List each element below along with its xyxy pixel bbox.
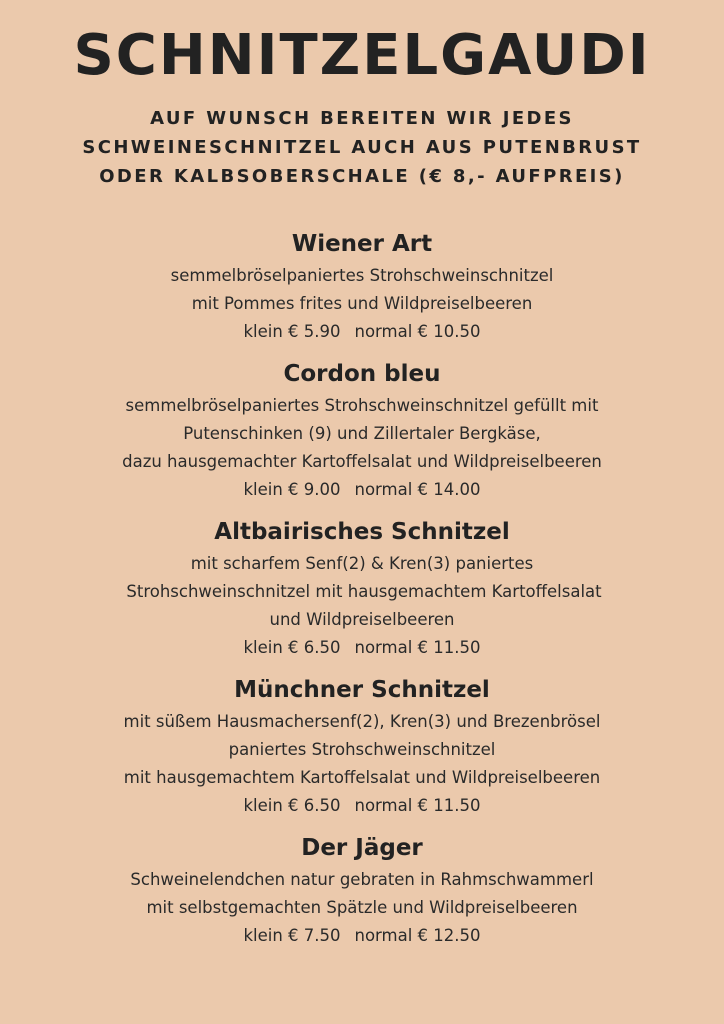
subtitle-line: SCHWEINESCHNITZEL AUCH AUS PUTENBRUST — [82, 137, 642, 158]
price-regular: normal € 11.50 — [354, 796, 481, 815]
item-name: Altbairisches Schnitzel — [214, 519, 510, 545]
subtitle-line: ODER KALBSOBERSCHALE (€ 8,- AUFPREIS) — [99, 166, 625, 187]
description-line: Schweinelendchen natur gebraten in Rahmschwammerl — [130, 870, 594, 889]
price-regular: normal € 14.00 — [354, 480, 481, 499]
menu-item-altbairisches-schnitzel — [0, 514, 724, 662]
price-small: klein € 7.50 — [243, 926, 341, 945]
description-line: semmelbröselpaniertes Strohschweinschnitzel — [170, 266, 554, 285]
item-description — [0, 262, 724, 318]
item-name: Der Jäger — [301, 835, 423, 861]
description-line: mit scharfem Senf(2) & Kren(3) paniertes — [190, 554, 534, 573]
price-regular: normal € 12.50 — [354, 926, 481, 945]
description-line: Putenschinken (9) und Zillertaler Bergkäse, — [183, 424, 541, 443]
item-description — [0, 392, 724, 476]
description-line: Strohschweinschnitzel mit hausgemachtem Kartoffelsalat — [126, 582, 602, 601]
item-prices — [0, 792, 724, 820]
item-description — [0, 550, 724, 634]
description-line: paniertes Strohschweinschnitzel — [228, 740, 496, 759]
menu-item-der-jaeger — [0, 830, 724, 950]
price-small: klein € 5.90 — [243, 322, 341, 341]
price-regular: normal € 10.50 — [354, 322, 481, 341]
menu-item-cordon-bleu — [0, 356, 724, 504]
price-small: klein € 9.00 — [243, 480, 341, 499]
item-description — [0, 708, 724, 792]
subtitle-line: AUF WUNSCH BEREITEN WIR JEDES — [150, 108, 574, 129]
description-line: semmelbröselpaniertes Strohschweinschnitzel gefüllt mit — [125, 396, 599, 415]
menu-items — [0, 226, 724, 960]
menu-title: SCHNITZELGAUDI — [73, 23, 651, 88]
menu-subtitle — [0, 104, 724, 191]
item-name: Münchner Schnitzel — [234, 677, 490, 703]
menu-item-muenchner-schnitzel — [0, 672, 724, 820]
description-line: und Wildpreiselbeeren — [269, 610, 455, 629]
item-name: Cordon bleu — [283, 361, 441, 387]
price-small: klein € 6.50 — [243, 638, 341, 657]
menu-item-wiener-art — [0, 226, 724, 346]
description-line: dazu hausgemachter Kartoffelsalat und Wildpreiselbeeren — [122, 452, 602, 471]
price-regular: normal € 11.50 — [354, 638, 481, 657]
description-line: mit selbstgemachten Spätzle und Wildpreiselbeeren — [146, 898, 578, 917]
description-line: mit Pommes frites und Wildpreiselbeeren — [191, 294, 533, 313]
item-description — [0, 866, 724, 922]
item-prices — [0, 476, 724, 504]
item-prices — [0, 922, 724, 950]
price-small: klein € 6.50 — [243, 796, 341, 815]
item-prices — [0, 634, 724, 662]
item-name: Wiener Art — [291, 231, 433, 257]
item-prices — [0, 318, 724, 346]
description-line: mit hausgemachtem Kartoffelsalat und Wildpreiselbeeren — [123, 768, 601, 787]
description-line: mit süßem Hausmachersenf(2), Kren(3) und Brezenbrösel — [123, 712, 601, 731]
